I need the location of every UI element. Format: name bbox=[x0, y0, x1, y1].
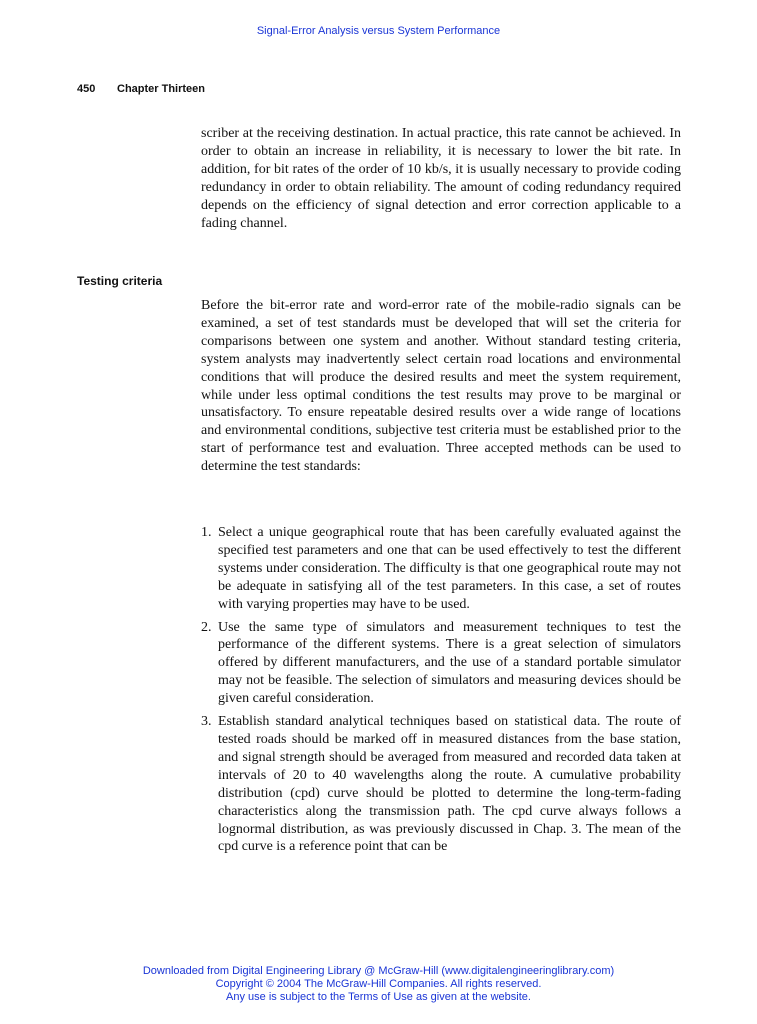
list-marker: 2. bbox=[201, 619, 212, 635]
footer-download-link[interactable]: Downloaded from Digital Engineering Library @ McGraw-Hill (www.digitalengineeringlibrary.com) bbox=[142, 965, 615, 977]
list-item bbox=[201, 619, 681, 709]
running-head: Signal-Error Analysis versus System Performance bbox=[256, 25, 501, 37]
list-item-text: Select a unique geographical route that has been carefully evaluated against the specified test parameters and one that can be used effectively to test the different systems under consideration. The difficulty is that one geographical route may not be adequate in satisfying all of the test parameters. In this case, a set of routes with varying properties may have to be used. bbox=[218, 525, 681, 612]
page-header bbox=[77, 83, 205, 95]
list-item bbox=[201, 524, 681, 614]
footer-copyright: Copyright © 2004 The McGraw-Hill Companies. All rights reserved. bbox=[215, 978, 542, 990]
footer bbox=[0, 965, 757, 1004]
list-item-text: Establish standard analytical techniques based on statistical data. The route of tested roads should be marked off in measured distances from the base station, and signal strength should be averaged from measured and recorded data taken at intervals of 20 to 40 wavelengths along the route. A cumulative probability distribution (cpd) curve should be plotted to determine the long-term-fading characteristics along the transmission path. The cpd curve always follows a lognormal distribution, as was previously discussed in Chap. 3. The mean of the cpd curve is a reference point that can be bbox=[218, 714, 681, 855]
section-heading: Testing criteria bbox=[77, 274, 163, 288]
chapter-title: Chapter Thirteen bbox=[117, 83, 206, 95]
methods-list bbox=[201, 524, 681, 861]
footer-terms-link[interactable]: Any use is subject to the Terms of Use as given at the website. bbox=[226, 991, 531, 1003]
page-number: 450 bbox=[77, 83, 96, 95]
list-item-text: Use the same type of simulators and measurement techniques to test the performance of the different systems. There is a great selection of simulators offered by different manufacturers, and the use of a standard portable simulator may not be feasible. The selection of simulators and measuring devices should be given careful consideration. bbox=[218, 619, 681, 707]
list-marker: 1. bbox=[201, 525, 212, 540]
paragraph-testing-criteria: Before the bit-error rate and word-error rate of the mobile-radio signals can be examined, a set of test standards must be developed that will set the criteria for comparisons between one system and another. Without standard testing criteria, system analysts may inadvertently select certain road locations and environmental conditions that will produce the desired results and meet the system requirement, while under less optimal conditions the test results may prove to be marginal or unsatisfactory. To ensure repeatable desired results over a wide range of locations and environmental conditions, subjective test criteria must be established prior to the start of performance test and evaluation. Three accepted methods can be used to determine the test standards: bbox=[201, 298, 681, 475]
paragraph-intro: scriber at the receiving destination. In actual practice, this rate cannot be achieved. In order to obtain an increase in reliability, it is necessary to lower the bit rate. In addition, for bit rates of the order of 10 kb/s, it is usually necessary to provide coding redundancy in order to obtain reliability. The amount of coding redundancy required depends on the efficiency of signal detection and error correction applicable to a fading channel. bbox=[201, 126, 681, 231]
list-marker: 3. bbox=[201, 714, 212, 730]
list-item bbox=[201, 713, 681, 856]
